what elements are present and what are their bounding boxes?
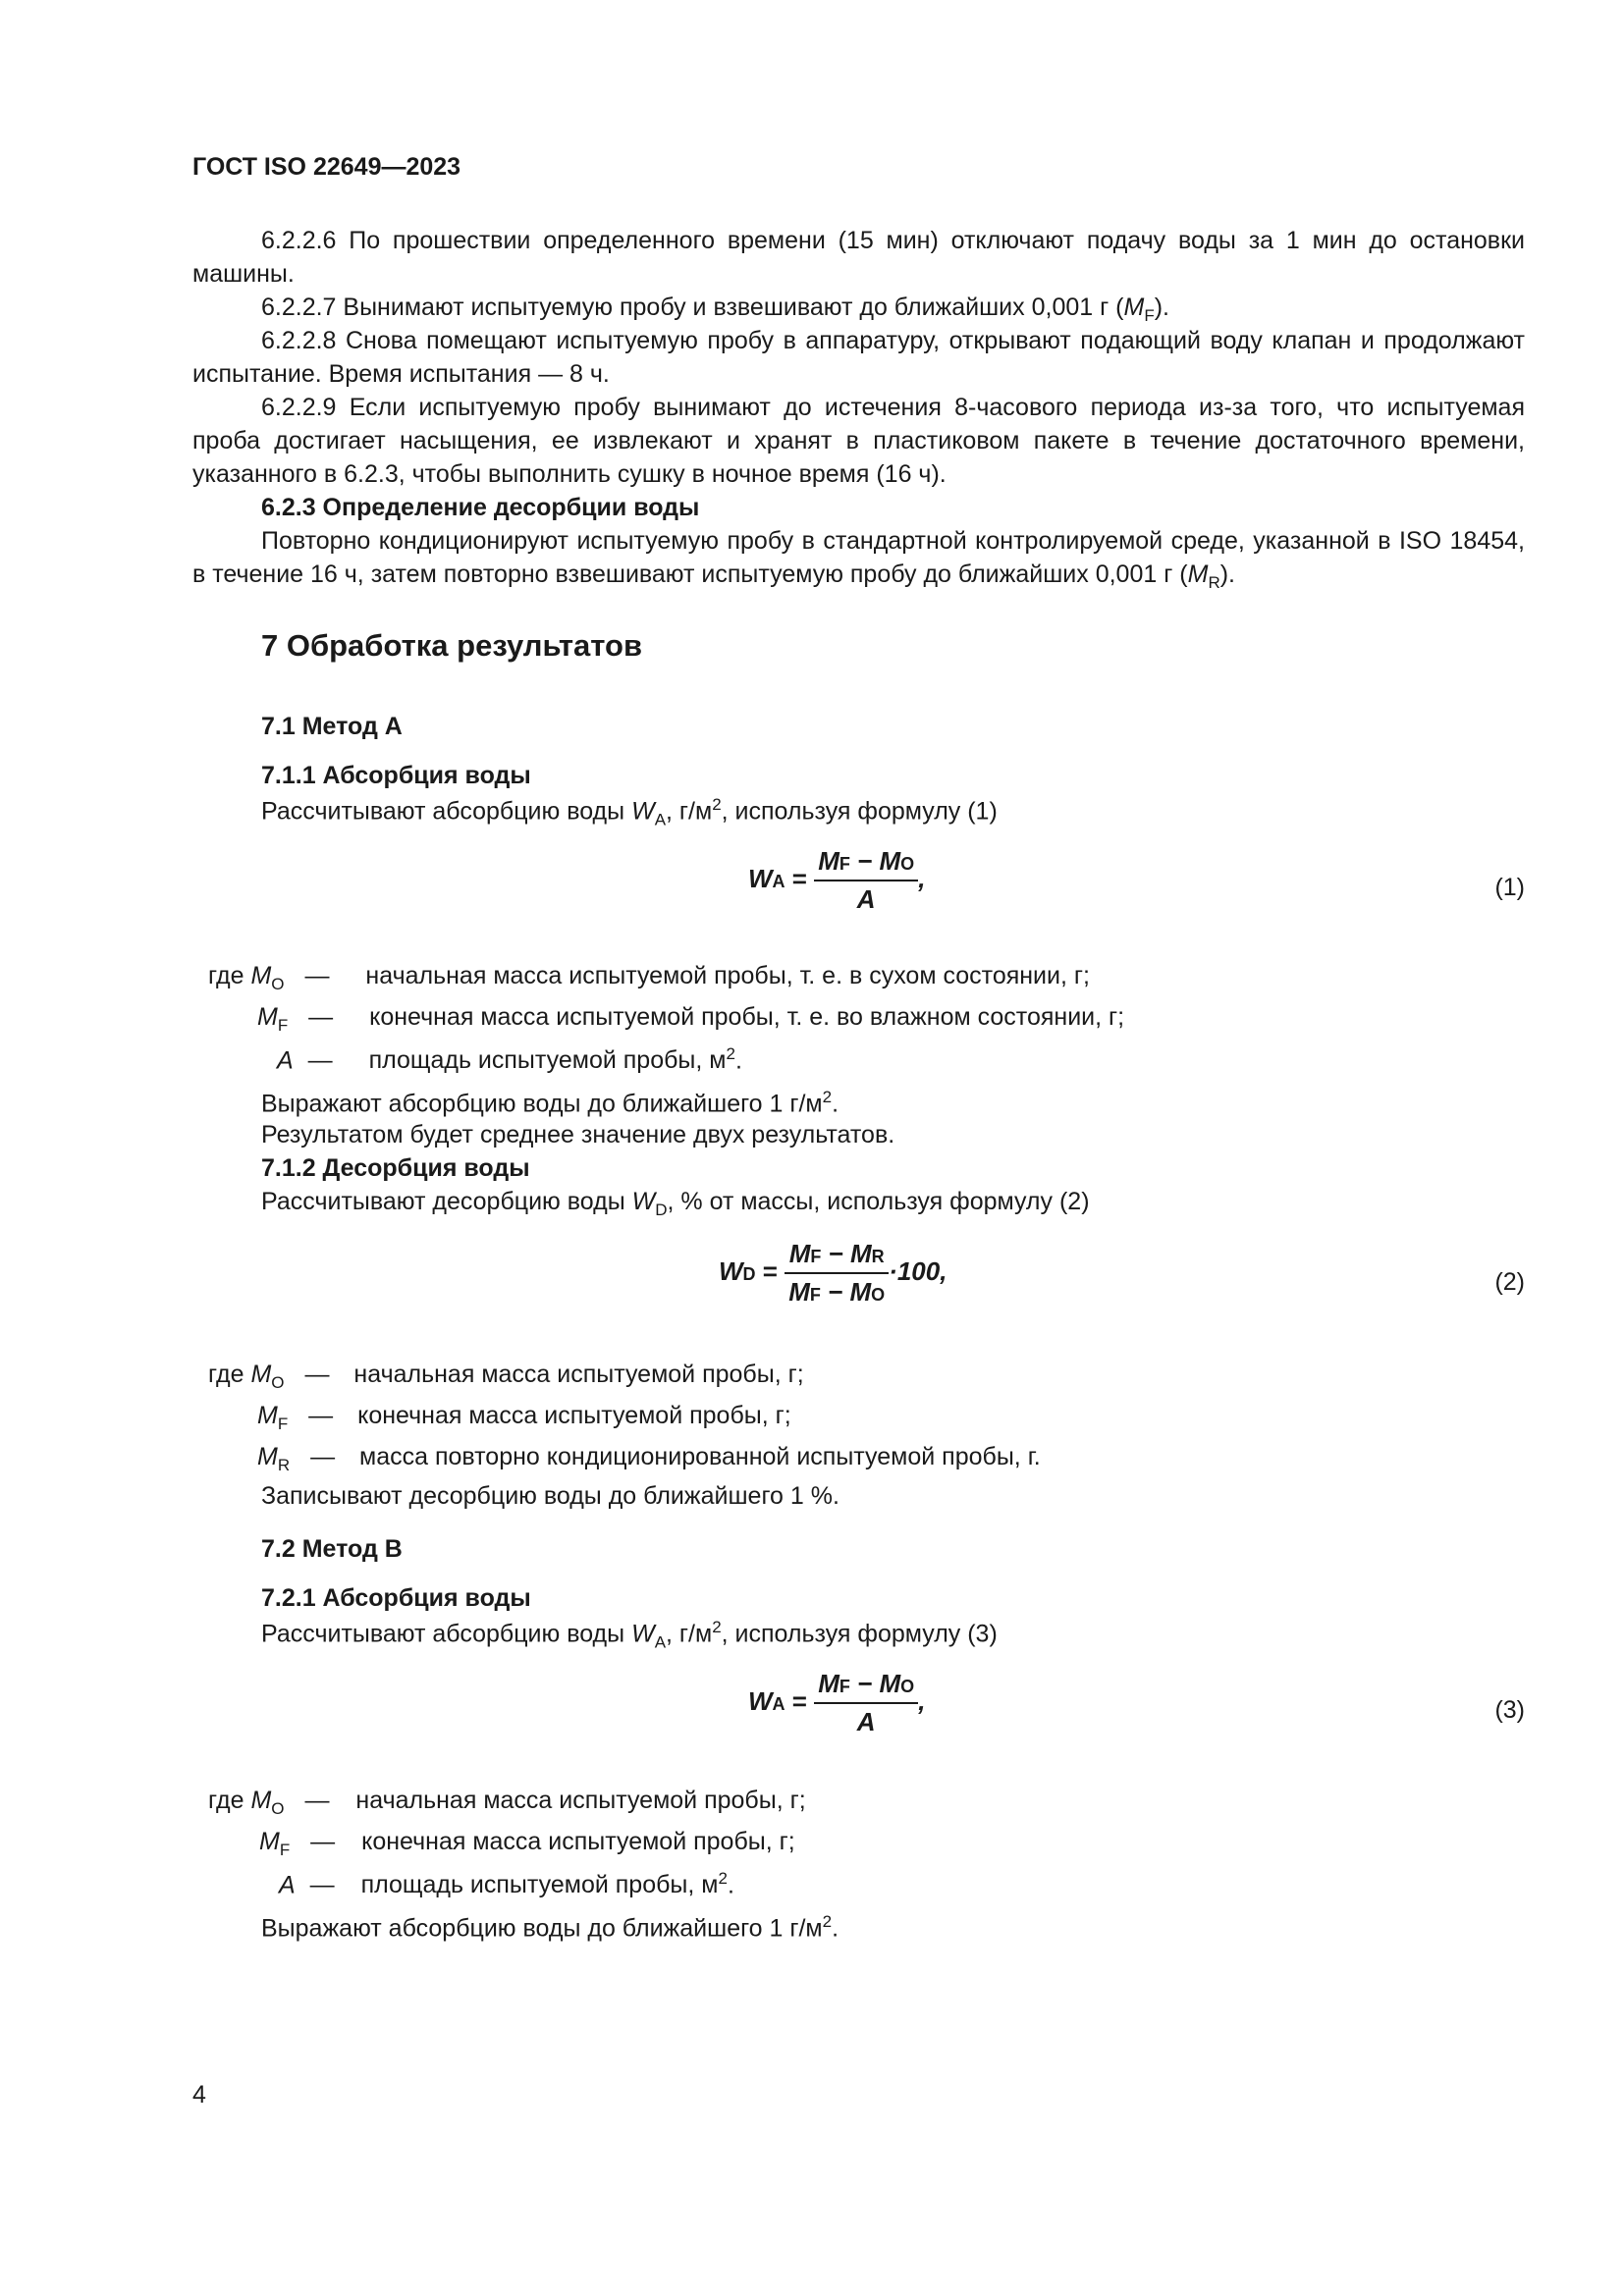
- paragraph-7-1-1-express: Выражают абсорбцию воды до ближайшего 1 $г/м^2$.: [261, 1088, 839, 1118]
- paragraph-6-2-3: Повторно кондиционируют испытуемую пробу в стандартной контролируемой среде, указанной в ISO 18454, в течение 16 ч, затем повторно взвешивают испытуемую пробу до ближайших 0,001 г $(M_R)$.: [192, 527, 1525, 592]
- paragraph-7-1-2: Рассчитывают десорбцию воды $W_D$, % от массы, используя формулу (2): [261, 1188, 1090, 1219]
- formula-1-fraction: $\frac{MF - MO}{A}$: [814, 846, 918, 915]
- definition-row: A — площадь испытуемой пробы, $м^2$.: [277, 1044, 742, 1075]
- formula-2: WD = $\frac{MF - MR}{MF - MO}$ ·100,: [719, 1239, 947, 1307]
- paragraph-6-2-2-8: 6.2.2.8 Снова помещают испытуемую пробу в аппаратуру, открывают подающий воду клапан и продолжают испытание. Время испытания — 8 ч.: [192, 327, 1525, 388]
- paragraph-6-2-2-9: 6.2.2.9 Если испытуемую пробу вынимают до истечения 8-часового периода из-за того, что испытуемая проба достигает насыщения, ее извлекают и хранят в пластиковом пакете в течение достаточного времени, указанного в 6.2.3, чтобы выполнить сушку в ночное время (16 ч).: [192, 394, 1525, 488]
- formula-1: WA = $\frac{MF - MO}{A}$ ,: [748, 846, 926, 914]
- page-number: 4: [192, 2081, 206, 2109]
- paragraph-7-1-2-record: Записывают десорбцию воды до ближайшего 1 %.: [261, 1482, 839, 1510]
- heading-7-2: 7.2 Метод В: [261, 1535, 403, 1563]
- heading-7-1: 7.1 Метод А: [261, 713, 403, 740]
- paragraph-6-2-2-6: 6.2.2.6 По прошествии определенного времени (15 мин) отключают подачу воды за 1 мин до остановки машины.: [192, 227, 1525, 288]
- definition-row: где $M_O$ — начальная масса испытуемой пробы, г;: [208, 1361, 804, 1392]
- formula-1-number: (1): [1494, 874, 1525, 901]
- paragraph-7-1-1-result: Результатом будет среднее значение двух результатов.: [261, 1121, 895, 1148]
- formula-3-fraction: $\frac{MF - MO}{A}$: [814, 1669, 918, 1737]
- paragraph-6-2-2-7: 6.2.2.7 Вынимают испытуемую пробу и взвешивают до ближайших 0,001 г $(M_F)$.: [261, 294, 1169, 325]
- paragraph-7-2-1-express: Выражают абсорбцию воды до ближайшего 1 $г/м^2$.: [261, 1912, 839, 1943]
- formula-2-fraction: $\frac{MF - MR}{MF - MO}$: [785, 1239, 889, 1308]
- definition-row: $M_F$ — конечная масса испытуемой пробы, г;: [257, 1402, 791, 1433]
- formula-3-number: (3): [1494, 1696, 1525, 1724]
- definition-row: $M_F$ — конечная масса испытуемой пробы, т. е. во влажном состоянии, г;: [257, 1003, 1125, 1035]
- heading-6-2-3: 6.2.3 Определение десорбции воды: [261, 494, 700, 521]
- heading-7-2-1: 7.2.1 Абсорбция воды: [261, 1584, 531, 1612]
- formula-3: WA = $\frac{MF - MO}{A}$ ,: [748, 1669, 926, 1736]
- definition-row: $M_R$ — масса повторно кондиционированной испытуемой пробы, г.: [257, 1443, 1041, 1474]
- definition-row: где $M_O$ — начальная масса испытуемой пробы, г;: [208, 1787, 806, 1818]
- definition-row: где $M_O$ — начальная масса испытуемой пробы, т. е. в сухом состоянии, г;: [208, 962, 1090, 993]
- paragraph-7-2-1: Рассчитывают абсорбцию воды $W_A$, $г/м^2$, используя формулу (3): [261, 1618, 998, 1652]
- formula-2-number: (2): [1494, 1268, 1525, 1296]
- paragraph-7-1-1: Рассчитывают абсорбцию воды $W_A$, $г/м^2$, используя формулу (1): [261, 795, 998, 829]
- definition-row: $M_F$ — конечная масса испытуемой пробы, г;: [259, 1828, 795, 1859]
- section-7-title: 7 Обработка результатов: [261, 628, 643, 663]
- heading-7-1-1: 7.1.1 Абсорбция воды: [261, 762, 531, 789]
- document-header: ГОСТ ISO 22649—2023: [192, 153, 461, 181]
- definition-row: A — площадь испытуемой пробы, $м^2$.: [279, 1869, 734, 1899]
- heading-7-1-2: 7.1.2 Десорбция воды: [261, 1154, 530, 1182]
